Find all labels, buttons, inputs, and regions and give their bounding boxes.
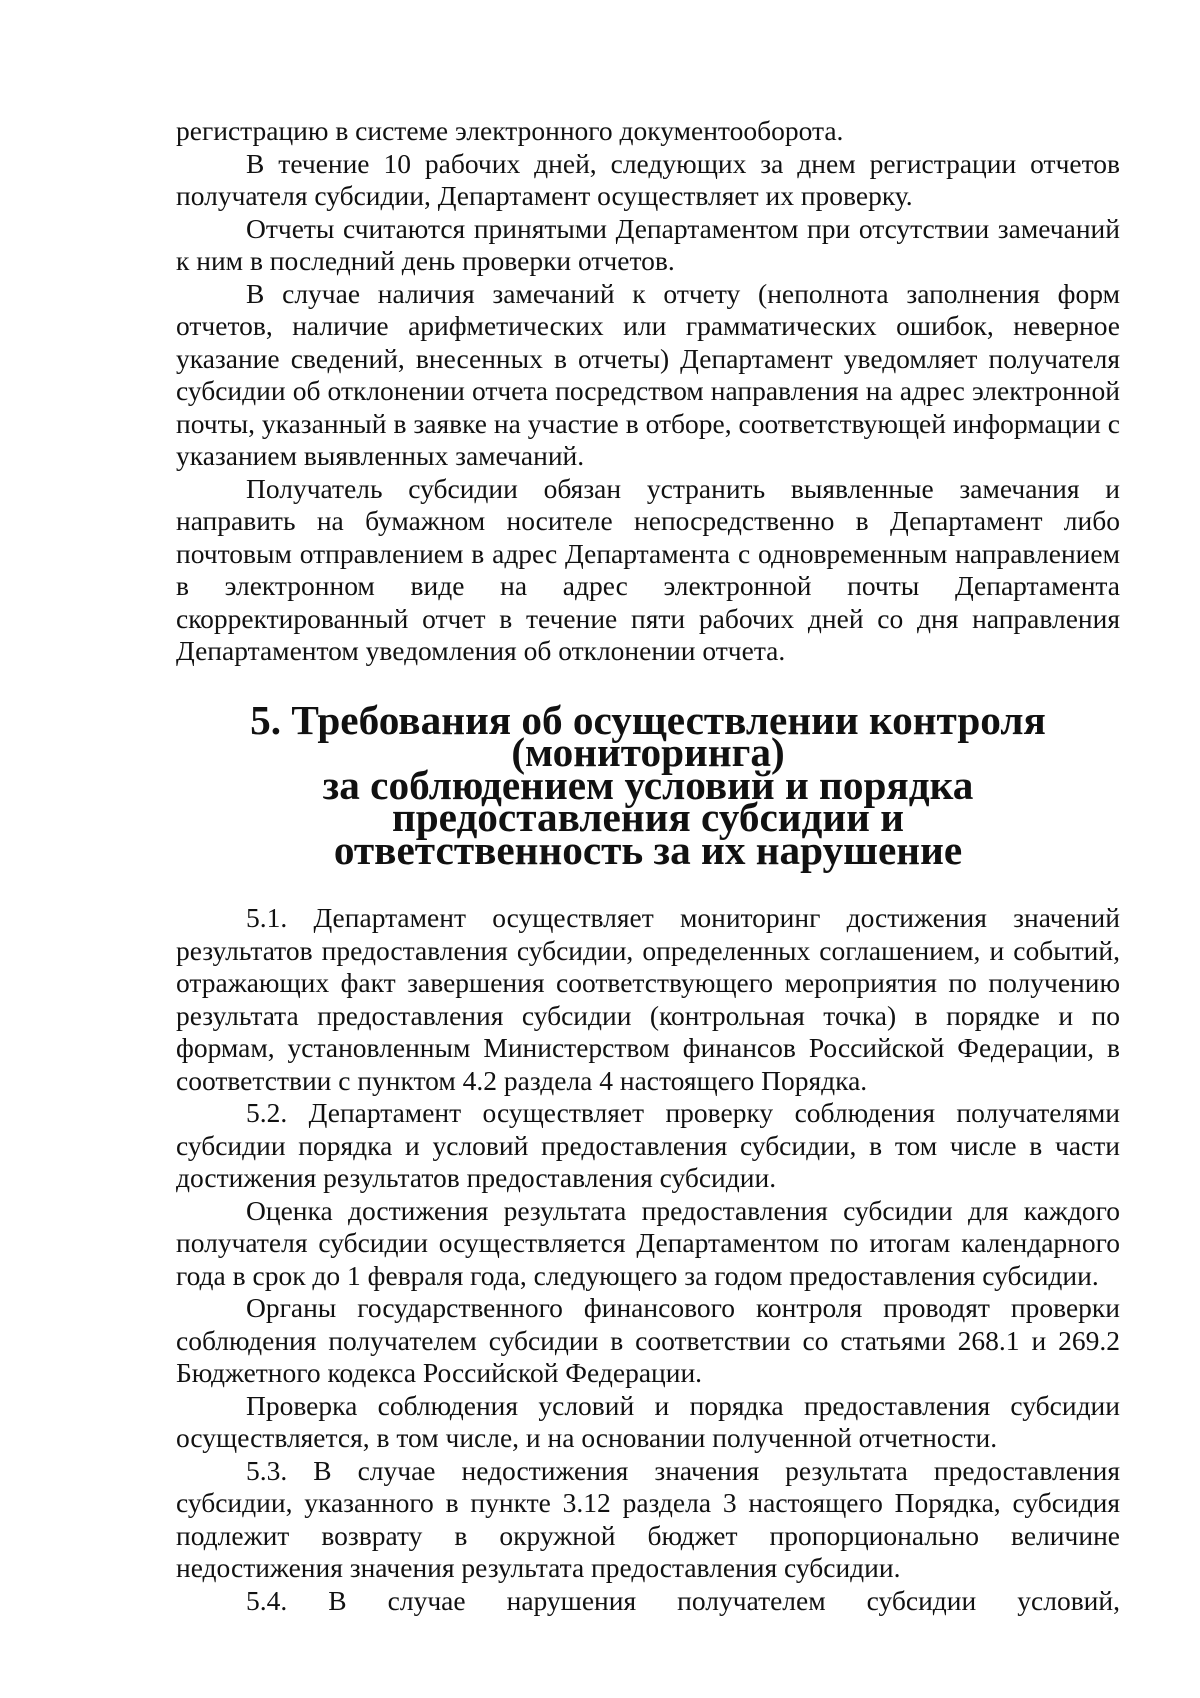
paragraph-continuation: регистрацию в системе электронного документооборота. bbox=[176, 115, 844, 146]
paragraph-5-1: 5.1. Департамент осуществляет мониторинг достижения значений результатов предоставления субсидии, определенных соглашением, и событий, отражающих факт завершения соответствующего мероприятия по получению результата предоставления субсидии (контрольная точка) в порядке и по формам, установленным Министерством финансов Российской Федерации, в соответствии с пунктом 4.2 раздела 4 настоящего Порядка. bbox=[176, 902, 1120, 1096]
paragraph-report-remarks: В случае наличия замечаний к отчету (неполнота заполнения форм отчетов, наличие арифметических или грамматических ошибок, неверное указание сведений, внесенных в отчеты) Департамент уведомляет получателя субсидии об отклонении отчета посредством направления на адрес электронной почты, указанный в заявке на участие в отборе, соответствующей информации с указанием выявленных замечаний. bbox=[176, 277, 1120, 471]
paragraph-5-2: 5.2. Департамент осуществляет проверку соблюдения получателями субсидии порядка и условий предоставления субсидии, в том числе в части достижения результатов предоставления субсидии. bbox=[176, 1097, 1120, 1193]
paragraph-result-assessment: Оценка достижения результата предоставления субсидии для каждого получателя субсидии осуществляется Департаментом по итогам календарного года в срок до 1 февраля года, следующего за годом предоставления субсидии. bbox=[176, 1194, 1120, 1291]
paragraph-reports-accepted: Отчеты считаются принятыми Департаментом при отсутствии замечаний к ним в последний день проверки отчетов. bbox=[176, 212, 1120, 276]
section-heading-line-3: ответственность за их нарушение bbox=[333, 826, 963, 873]
section-heading-line-1: 5. Требования об осуществлении контроля (мониторинга) bbox=[250, 696, 1046, 775]
paragraph-5-3: 5.3. В случае недостижения значения результата предоставления субсидии, указанного в пункте 3.12 раздела 3 настоящего Порядка, субсидия подлежит возврату в окружной бюджет пропорционально величине недостижения значения результата предоставления субсидии. bbox=[176, 1454, 1120, 1583]
document-body bbox=[176, 115, 1120, 1617]
paragraph-5-4: 5.4. В случае нарушения получателем субсидии условий, bbox=[246, 1584, 1120, 1616]
section-heading bbox=[176, 696, 1120, 873]
paragraph-review-period: В течение 10 рабочих дней, следующих за днем регистрации отчетов получателя субсидии, Департамент осуществляет их проверку. bbox=[176, 147, 1120, 211]
paragraph-recipient-obligation: Получатель субсидии обязан устранить выявленные замечания и направить на бумажном носителе непосредственно в Департамент либо почтовым отправлением в адрес Департамента с одновременным направлением в электронном виде на адрес электронной почты Департамента скорректированный отчет в течение пяти рабочих дней со дня направления Департаментом уведомления об отклонении отчета. bbox=[176, 472, 1120, 666]
paragraph-financial-control: Органы государственного финансового контроля проводят проверки соблюдения получателем субсидии в соответствии со статьями 268.1 и 269.2 Бюджетного кодекса Российской Федерации. bbox=[176, 1292, 1120, 1388]
paragraph-compliance-check: Проверка соблюдения условий и порядка предоставления субсидии осуществляется, в том числе, и на основании полученной отчетности. bbox=[176, 1389, 1120, 1453]
section-heading-line-2: за соблюдением условий и порядка предоставления субсидии и bbox=[322, 761, 974, 840]
